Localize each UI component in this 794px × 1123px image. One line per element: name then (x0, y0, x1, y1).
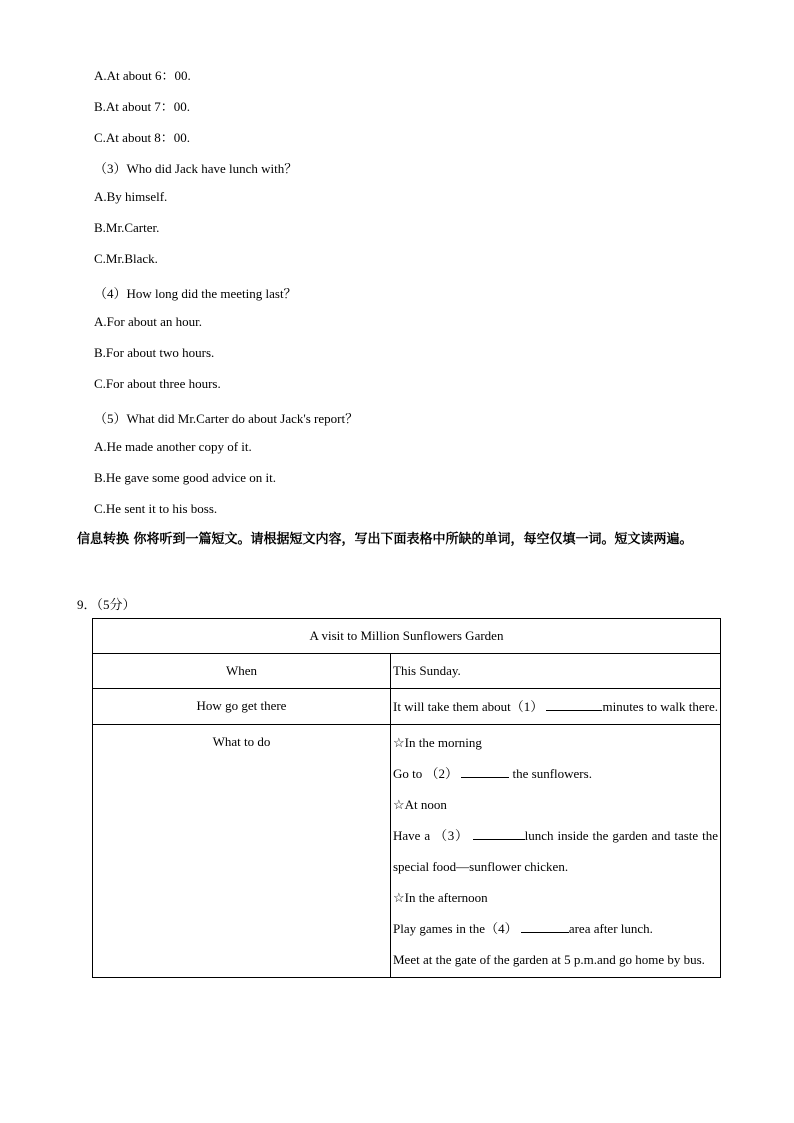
info-table (92, 618, 721, 978)
q4-option-a: A.For about an hour. (94, 314, 202, 329)
table-row-how (93, 689, 721, 725)
have-pre: Have a （3） (393, 828, 469, 843)
q3-option-c: C.Mr.Black. (94, 251, 158, 266)
q2-option-c: C.At about 8：00. (94, 130, 191, 145)
q4-question: （4）How long did the meeting last？ (94, 286, 297, 301)
table-row-todo (93, 725, 721, 978)
blank-2[interactable] (461, 765, 509, 778)
blank-4[interactable] (521, 920, 569, 933)
noon-heading: ☆At noon (393, 797, 447, 812)
blank-1[interactable] (546, 698, 602, 711)
table-title-row (93, 619, 721, 654)
have-post: lunch inside the garden and taste the special food—sunflower chicken. (393, 828, 719, 874)
goto-line (393, 758, 718, 789)
how-text-post: minutes to walk there. (602, 699, 719, 714)
q2-option-a: A.At about 6：00. (94, 68, 191, 83)
morning-heading: ☆In the morning (393, 735, 482, 750)
q3-question: （3）Who did Jack have lunch with？ (94, 161, 298, 176)
q5-option-a: A.He made another copy of it. (94, 439, 252, 454)
q4-option-c: C.For about three hours. (94, 376, 221, 391)
question-number: 9．（5分） (77, 597, 136, 612)
how-text-pre: It will take them about（1） (393, 699, 544, 714)
when-value: This Sunday. (391, 654, 721, 689)
when-label: When (93, 654, 391, 689)
meet-line: Meet at the gate of the garden at 5 p.m.and go home by bus. (393, 952, 705, 967)
how-value (391, 689, 721, 725)
how-label: How go get there (93, 689, 391, 725)
blank-3[interactable] (473, 827, 525, 840)
table-title: A visit to Million Sunflowers Garden (93, 619, 721, 654)
play-line (393, 913, 718, 944)
q5-question: （5）What did Mr.Carter do about Jack's report？ (94, 411, 359, 426)
todo-label: What to do (93, 725, 391, 978)
q5-option-b: B.He gave some good advice on it. (94, 470, 276, 485)
goto-pre: Go to （2） (393, 766, 459, 781)
q5-option-c: C.He sent it to his boss. (94, 501, 218, 516)
section-instruction: 信息转换 你将听到一篇短文。请根据短文内容，写出下面表格中所缺的单词，每空仅填一词。短文读两遍。 (77, 532, 693, 547)
q4-option-b: B.For about two hours. (94, 345, 215, 360)
q3-option-a: A.By himself. (94, 189, 168, 204)
have-line (393, 820, 718, 882)
q3-option-b: B.Mr.Carter. (94, 220, 160, 235)
afternoon-heading: ☆In the afternoon (393, 890, 488, 905)
todo-value (391, 725, 721, 978)
goto-post: the sunflowers. (509, 766, 592, 781)
table-row-when (93, 654, 721, 689)
play-post: area after lunch. (568, 921, 653, 936)
play-pre: Play games in the（4） (393, 921, 518, 936)
q2-option-b: B.At about 7：00. (94, 99, 191, 114)
